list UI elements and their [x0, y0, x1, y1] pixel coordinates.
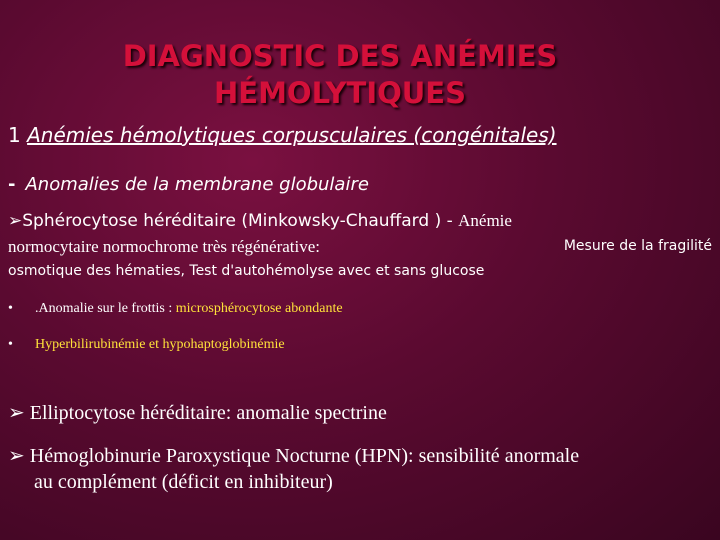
title-line-1: DIAGNOSTIC DES ANÉMIES — [122, 39, 558, 73]
spherocytosis-paragraph — [8, 208, 712, 284]
subsection-heading-text: Anomalies de la membrane globulaire — [25, 174, 369, 195]
dash-marker: - — [8, 174, 16, 195]
bullet-highlight: microsphérocytose abondante — [175, 301, 343, 316]
hpn-paragraph — [8, 442, 579, 495]
elliptocytosis-paragraph — [8, 400, 387, 425]
hpn-line-1: Hémoglobinurie Paroxystique Nocturne (HPN): sensibilité anormale — [29, 445, 580, 467]
subsection-heading — [8, 174, 369, 195]
hpn-line-2: au complément (déficit en inhibiteur) — [34, 471, 333, 493]
list-item — [8, 301, 343, 337]
elliptocytosis-text: Elliptocytose héréditaire: anomalie spectrine — [29, 402, 387, 424]
section-heading-text: Anémies hémolytiques corpusculaires (congénitales) — [27, 123, 557, 147]
bullet-text: .Anomalie sur le frottis : — [35, 301, 176, 316]
paragraph-line-3: osmotique des hématies, Test d'autohémolyse avec et sans glucose — [8, 263, 485, 279]
paragraph-line-2 — [8, 234, 712, 259]
paragraph-lead: Sphérocytose héréditaire (Minkowsky-Chauffard ) - — [22, 211, 459, 231]
arrow-bullet-icon: ➢ — [8, 443, 25, 467]
paragraph-lead-2: Anémie — [458, 211, 512, 230]
list-item — [8, 337, 343, 373]
arrow-bullet-icon: ➢ — [8, 400, 25, 424]
slide-title — [0, 38, 680, 112]
section-heading — [8, 123, 557, 147]
paragraph-line-2a: normocytaire normochrome très régénérative: — [8, 237, 321, 256]
bullet-marker: • — [8, 337, 13, 352]
title-line-2: HÉMOLYTIQUES — [213, 76, 467, 110]
paragraph-line-1 — [8, 208, 712, 234]
bullet-highlight: Hyperbilirubinémie et hypohaptoglobinémie — [35, 337, 285, 352]
section-number: 1 — [8, 123, 28, 147]
bullet-marker: • — [8, 301, 13, 316]
paragraph-line-2b: Mesure de la fragilité — [563, 238, 712, 254]
arrow-bullet-icon: ➢ — [8, 211, 23, 231]
bullet-list — [8, 301, 343, 373]
